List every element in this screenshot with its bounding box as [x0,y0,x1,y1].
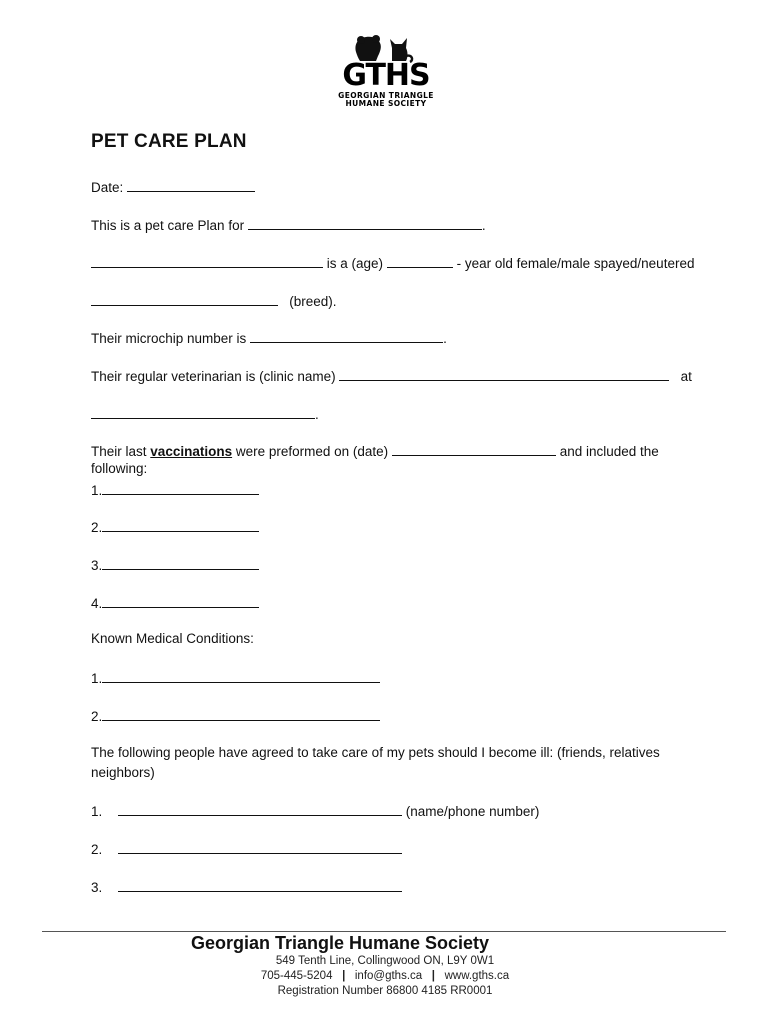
care-plan-label: This is a pet care Plan for [91,218,245,233]
list-number: 4. [91,596,103,611]
caretaker-field-2[interactable] [118,839,402,854]
separator: | [342,970,346,982]
logo-subtitle-line2: HUMANE SOCIETY [345,99,427,108]
vacc-mid: were preformed on (date) [235,444,389,459]
vaccination-field-1[interactable] [102,480,259,495]
gths-logo [334,34,438,110]
breed-row [91,291,337,311]
pet-name-field-2[interactable] [91,253,323,268]
medical-label: Known Medical Conditions: [91,631,254,646]
caretaker-item-2 [91,839,402,859]
period: . [481,218,486,233]
list-number: 1. [91,804,103,819]
footer-phone: 705-445-5204 [260,970,333,982]
age-label: is a (age) [326,256,384,271]
vacc-item-4 [91,593,259,613]
caretaker-field-3[interactable] [118,877,402,892]
list-number: 3. [91,558,103,573]
microchip-label: Their microchip number is [91,331,247,346]
period: . [443,331,447,346]
age-field[interactable] [387,253,453,268]
list-number: 1. [91,483,103,498]
vet-address-row [91,404,319,424]
footer-divider [42,931,726,932]
footer-registration: Registration Number 86800 4185 RR0001 [277,985,493,997]
list-number: 1. [91,671,103,686]
date-field[interactable] [127,177,255,192]
vaccination-row [91,441,659,461]
separator: | [431,970,435,982]
vacc-following: following: [91,461,148,476]
age-row [91,253,694,273]
microchip-field[interactable] [250,328,443,343]
caretaker-hint: (name/phone number) [405,804,540,819]
medical-field-1[interactable] [102,668,380,683]
age-suffix: - year old female/male spayed/neutered [456,256,695,271]
vaccination-field-3[interactable] [102,555,259,570]
vet-address-field[interactable] [91,404,315,419]
date-row [91,177,255,197]
page-title: PET CARE PLAN [91,131,247,152]
medical-field-2[interactable] [102,706,380,721]
pet-name-field[interactable] [248,215,482,230]
vaccination-field-2[interactable] [102,517,259,532]
vet-field[interactable] [339,366,669,381]
period: . [315,407,319,422]
vacc-item-1 [91,480,259,500]
care-plan-row [91,215,486,235]
footer-org-name: Georgian Triangle Humane Society [190,933,490,953]
vaccination-field-4[interactable] [102,593,259,608]
vacc-item-2 [91,517,259,537]
vaccination-date-field[interactable] [392,441,556,456]
date-label: Date: [91,180,124,195]
medical-item-2 [91,706,380,726]
list-number: 2. [91,709,103,724]
vacc-suffix: and included the [559,444,659,459]
list-number: 2. [91,520,103,535]
breed-label: (breed). [289,294,337,309]
vacc-prefix: Their last [91,444,147,459]
footer-address: 549 Tenth Line, Collingwood ON, L9Y 0W1 [275,955,495,967]
breed-field[interactable] [91,291,278,306]
vet-at-label: at [680,369,692,384]
logo-subtitle-line1: GEORGIAN TRIANGLE [338,91,434,100]
caretaker-item-3 [91,877,402,897]
vet-row [91,366,692,386]
list-number: 2. [91,842,103,857]
caretakers-line-1: The following people have agreed to take care of my pets should I become ill: (friends, relatives [91,745,660,760]
logo-mark: GTHS [342,58,430,93]
caretaker-item-1 [91,801,539,821]
list-number: 3. [91,880,103,895]
caretaker-field-1[interactable] [118,801,402,816]
footer-email[interactable]: info@gths.ca [354,970,423,982]
vaccinations-word: vaccinations [150,444,233,459]
caretakers-line-2: neighbors) [91,765,155,780]
vet-label: Their regular veterinarian is (clinic name) [91,369,336,384]
vacc-item-3 [91,555,259,575]
footer-website[interactable]: www.gths.ca [444,970,510,982]
medical-item-1 [91,668,380,688]
microchip-row [91,328,447,348]
footer-contact [0,970,770,982]
